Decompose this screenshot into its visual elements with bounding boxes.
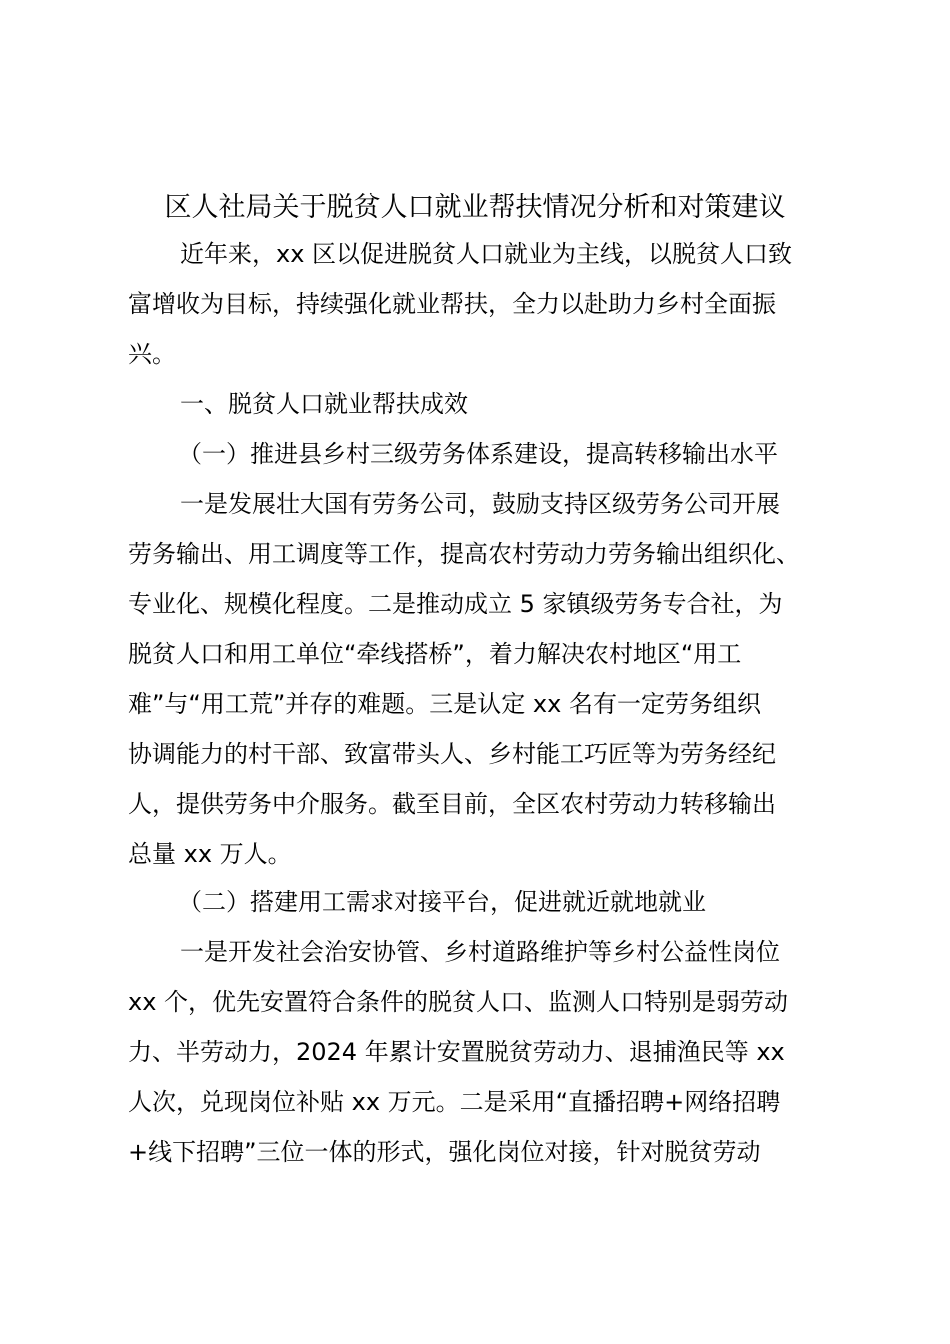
subsection-heading: （一）推进县乡村三级劳务体系建设，提高转移输出水平	[178, 440, 778, 468]
body-line: 人次，兑现岗位补贴 xx 万元。二是采用“直播招聘+网络招聘	[128, 1088, 781, 1116]
body-line: 一是开发社会治安协管、乡村道路维护等乡村公益性岗位	[180, 938, 780, 966]
body-line: 近年来，xx 区以促进脱贫人口就业为主线，以脱贫人口致	[180, 240, 793, 268]
body-line: 人，提供劳务中介服务。截至目前，全区农村劳动力转移输出	[128, 790, 776, 818]
body-line: 专业化、规模化程度。二是推动成立 5 家镇级劳务专合社，为	[128, 590, 783, 618]
body-line: 劳务输出、用工调度等工作，提高农村劳动力劳务输出组织化、	[128, 540, 800, 568]
body-line: 脱贫人口和用工单位“牵线搭桥”，着力解决农村地区“用工	[128, 640, 742, 668]
subsection-heading: （二）搭建用工需求对接平台，促进就近就地就业	[178, 888, 706, 916]
section-heading: 一、脱贫人口就业帮扶成效	[180, 390, 468, 418]
body-line: xx 个，优先安置符合条件的脱贫人口、监测人口特别是弱劳动	[128, 988, 789, 1016]
body-line: 一是发展壮大国有劳务公司，鼓励支持区级劳务公司开展	[180, 490, 780, 518]
body-line: 兴。	[128, 340, 176, 368]
body-line: 难”与“用工荒”并存的难题。三是认定 xx 名有一定劳务组织	[128, 690, 761, 718]
body-line: 力、半劳动力，2024 年累计安置脱贫劳动力、退捕渔民等 xx	[128, 1038, 785, 1066]
body-line: 总量 xx 万人。	[128, 840, 292, 868]
body-line: 协调能力的村干部、致富带头人、乡村能工巧匠等为劳务经纪	[128, 740, 776, 768]
body-line: +线下招聘”三位一体的形式，强化岗位对接，针对脱贫劳动	[128, 1138, 761, 1166]
body-line: 富增收为目标，持续强化就业帮扶，全力以赴助力乡村全面振	[128, 290, 776, 318]
document-title: 区人社局关于脱贫人口就业帮扶情况分析和对策建议	[164, 192, 786, 223]
